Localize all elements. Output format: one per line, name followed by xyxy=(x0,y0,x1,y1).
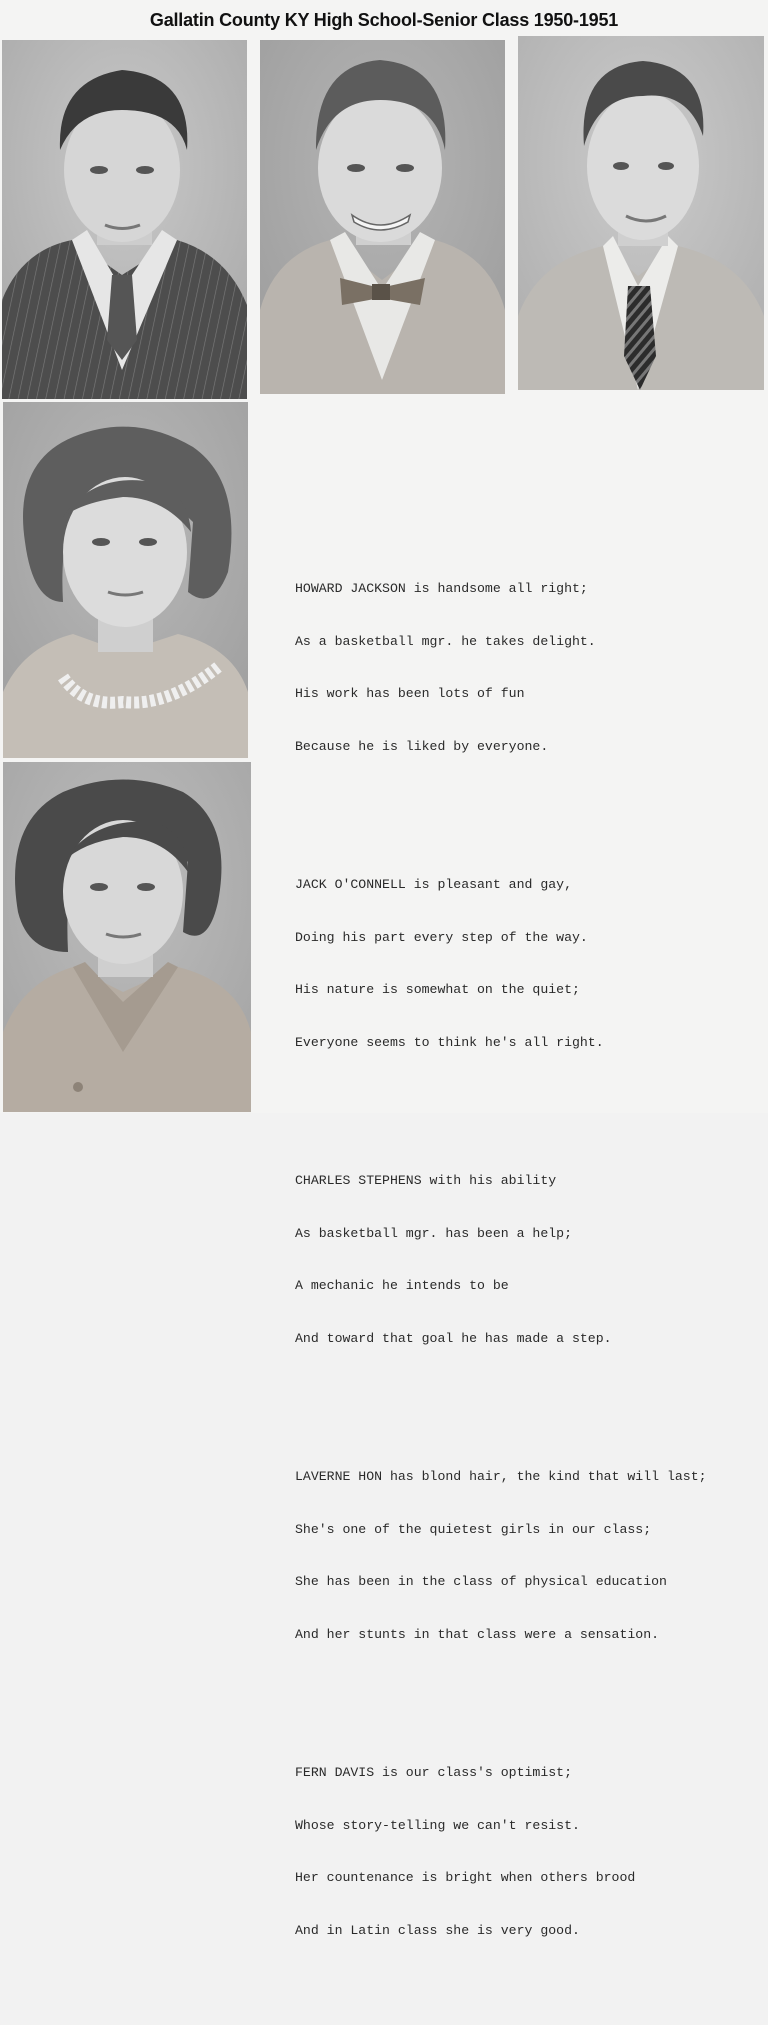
senior-verses xyxy=(295,510,763,2025)
portrait-boy-pinstripe-suit xyxy=(2,40,247,399)
verse-line: She's one of the quietest girls in our class; xyxy=(295,1521,652,1537)
verse-line: Everyone seems to think he's all right. xyxy=(295,1034,604,1050)
verse-charles-stephens xyxy=(295,1137,763,1382)
verse-line: His work has been lots of fun xyxy=(295,686,525,701)
verse-laverne-hon xyxy=(295,1433,763,1678)
verse-line: FERN DAVIS is our class's optimist; xyxy=(295,1765,572,1780)
verse-line: LAVERNE HON has blond hair, the kind that will last; xyxy=(295,1469,707,1484)
verse-line: And her stunts in that class were a sensation. xyxy=(295,1626,660,1642)
portrait-boy-bow-tie xyxy=(260,40,505,394)
portrait-girl-lace-collar xyxy=(3,402,248,758)
verse-line: Her countenance is bright when others brood xyxy=(295,1870,636,1885)
verse-line: CHARLES STEPHENS with his ability xyxy=(295,1173,557,1188)
verse-howard-jackson xyxy=(295,545,763,790)
verse-line: JACK O'CONNELL is pleasant and gay, xyxy=(295,877,572,892)
verse-line: His nature is somewhat on the quiet; xyxy=(295,982,580,997)
verse-line: Because he is liked by everyone. xyxy=(295,738,549,754)
verse-line: As a basketball mgr. he takes delight. xyxy=(295,633,596,649)
verse-jack-oconnell xyxy=(295,841,763,1086)
verse-fern-davis xyxy=(295,1729,763,1974)
portrait-girl-curly-hair xyxy=(3,762,251,1112)
portrait-boy-striped-tie xyxy=(518,36,764,390)
verse-line: Whose story-telling we can't resist. xyxy=(295,1817,580,1833)
verse-line: As basketball mgr. has been a help; xyxy=(295,1225,572,1241)
verse-line: HOWARD JACKSON is handsome all right; xyxy=(295,581,588,596)
verse-line: A mechanic he intends to be xyxy=(295,1278,509,1293)
page-title: Gallatin County KY High School-Senior Class 1950-1951 xyxy=(149,10,619,30)
verse-line: She has been in the class of physical education xyxy=(295,1574,667,1589)
verse-line: Doing his part every step of the way. xyxy=(295,929,588,945)
verse-line: And toward that goal he has made a step. xyxy=(295,1330,612,1346)
verse-line: And in Latin class she is very good. xyxy=(295,1922,580,1938)
